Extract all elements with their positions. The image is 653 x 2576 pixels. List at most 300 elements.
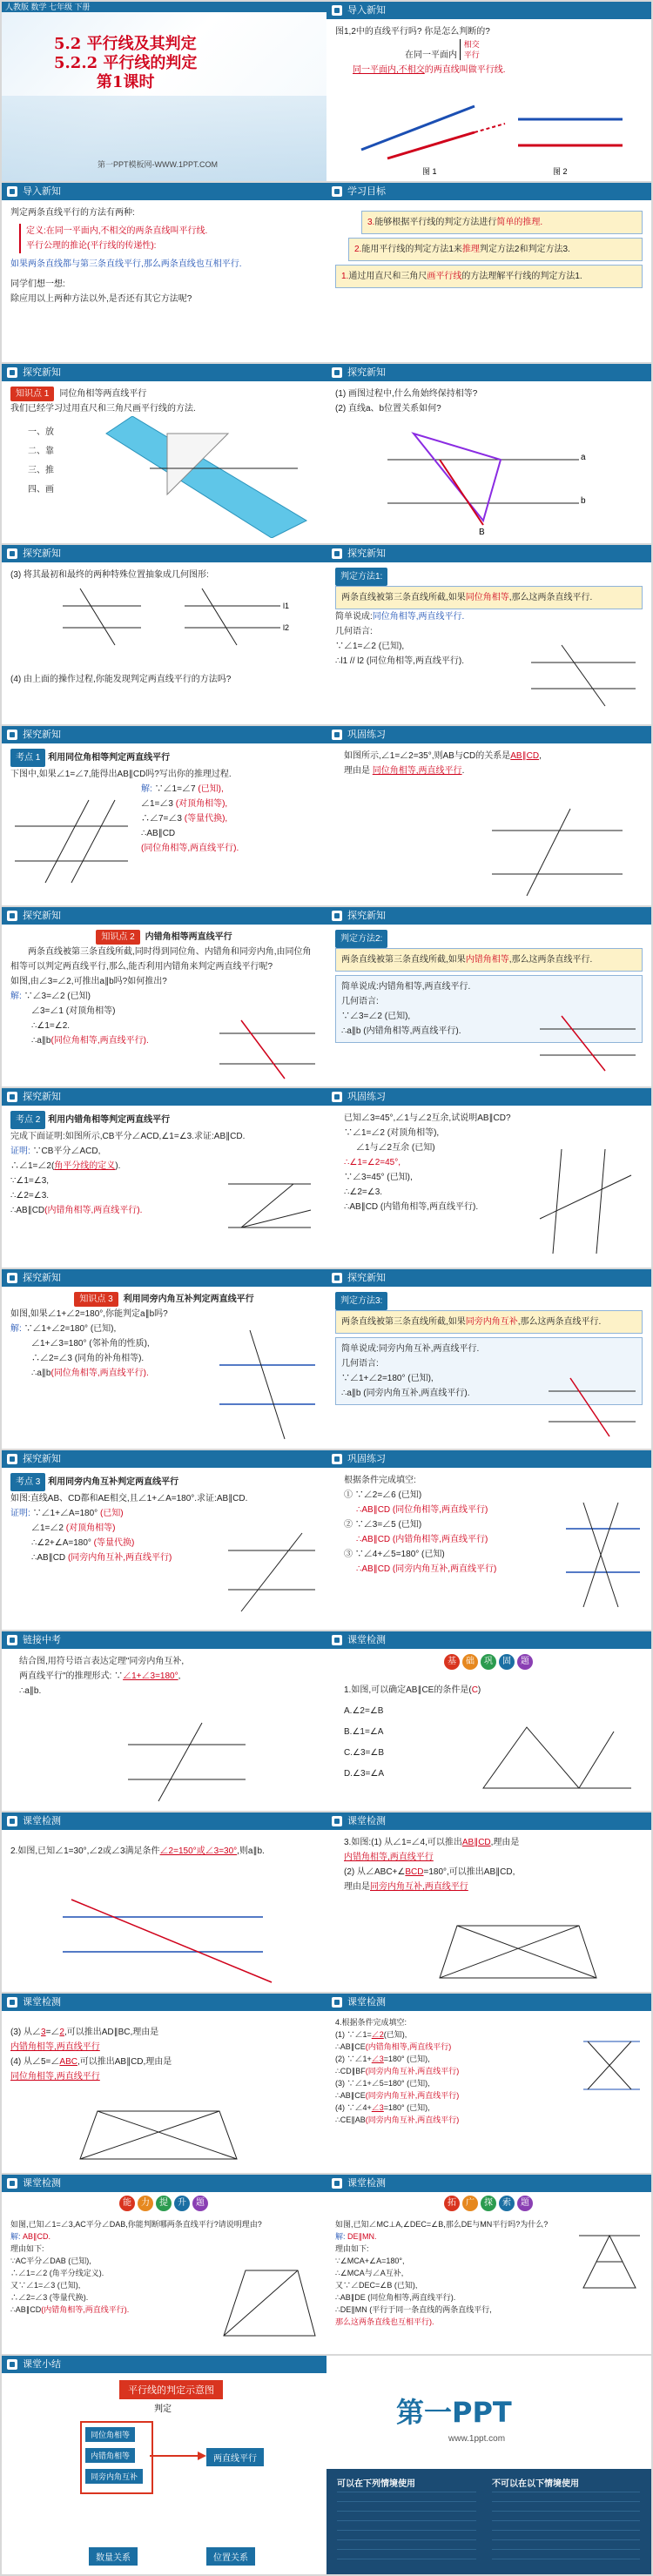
usage-list-left <box>337 2492 476 2566</box>
short-text: 简单说成:同旁内角互补,两直线平行. <box>341 1344 480 1354</box>
reason: (对顶角相等) <box>65 1523 116 1533</box>
method-label: 判定方法2: <box>335 930 387 948</box>
question: 如图:直线AB、CD都和AE相交,且∠1+∠A=180°.求证:AB∥CD. <box>10 1494 248 1503</box>
option-d[interactable]: D.∠3=∠A <box>344 1769 385 1779</box>
ruler-triangle-figure <box>98 416 315 538</box>
slide-9-figure <box>10 796 132 891</box>
step: ∴AB∥CD <box>10 1206 45 1215</box>
method-box <box>335 948 643 972</box>
slide-13[interactable] <box>2 1088 326 1268</box>
reason: (内错角相等,两直线平行). <box>44 1206 143 1215</box>
badge: 题 <box>192 2196 208 2211</box>
slide-21[interactable] <box>2 1813 326 1992</box>
step: ∵∠1=∠3, <box>10 1176 50 1186</box>
step: ∵∠3=∠2 (已知) <box>24 992 91 1001</box>
slide-26-figure <box>575 2218 644 2297</box>
reason-answer: 同位角相等,两直线平行 <box>372 766 462 776</box>
step: 理由如下: <box>10 2244 44 2253</box>
question: 根据条件完成填空: <box>344 1476 416 1485</box>
slide-19[interactable] <box>2 1631 326 1811</box>
option-a[interactable]: A.∠2=∠B <box>344 1706 384 1716</box>
goal-1 <box>335 265 643 288</box>
reason: (同旁内角互补,两直线平行) <box>67 1553 172 1563</box>
level-badges <box>444 2196 533 2211</box>
answer: 3 <box>41 2028 46 2037</box>
reason-label: ,理由是 <box>490 1838 520 1847</box>
step: ∴CE∥AB <box>335 2115 366 2124</box>
reason-answer: 同位角相等,两直线平行 <box>10 2072 100 2082</box>
method-box <box>335 1310 643 1334</box>
reason: (已知), <box>198 784 224 794</box>
exam-title: 利用内错角相等判定两直线平行 <box>48 1115 171 1125</box>
title-line-1: 5.2 平行线及其判定 <box>54 35 197 53</box>
step: ② ∵∠3=∠5 (已知) <box>344 1520 422 1530</box>
condition-2: 内错角相等 <box>85 2448 135 2463</box>
question: 1.如图,可以确定AB∥CE的条件是( <box>344 1685 472 1695</box>
slide-header: 链接中考 <box>2 1631 326 1649</box>
slide-9[interactable] <box>2 726 326 905</box>
figure-2-label: 图 2 <box>553 167 568 176</box>
step-item: 三、推 <box>28 466 54 475</box>
proof-label: 证明: <box>10 1147 30 1156</box>
period: . <box>461 766 465 776</box>
step: ∵∠1=∠7 <box>154 784 196 794</box>
question-2-end: =180°,可以推出AB∥CD, <box>423 1867 515 1877</box>
slide-header: 探究新知 <box>326 545 651 562</box>
step: (2) ∵∠1+ <box>335 2055 372 2063</box>
knowledge-tag: 知识点 1 <box>10 387 54 401</box>
knowledge-tag: 知识点 2 <box>96 930 139 945</box>
slide-10[interactable] <box>326 726 651 905</box>
short-label: 简单说成: <box>335 612 373 622</box>
label-b: b <box>581 496 586 506</box>
step-item: 二、靠 <box>28 447 54 456</box>
slide-15-figure <box>211 1322 320 1443</box>
answer: 2 <box>59 2028 64 2037</box>
badge: 固 <box>499 1654 515 1670</box>
usage-not-allowed: 不可以在以下情境使用 <box>492 2479 579 2489</box>
step: ③ ∵∠4+∠5=180° (已知) <box>344 1550 445 1559</box>
highlight: 画平行线 <box>427 272 462 281</box>
geo-line-2: ∴a∥b (同旁内角互补,两直线平行). <box>341 1389 470 1398</box>
answer-label: 解: <box>10 2232 21 2241</box>
paragraph: 两条直线被第三条直线所截,同时得到同位角、内错角和同旁内角,由同位角相等可以判定两直线平行,那么,能否利用内错角来判定两直线平行呢? <box>10 947 312 972</box>
slide-21-figure <box>54 1891 280 1987</box>
slide-5[interactable] <box>2 364 326 543</box>
think-prompt: 同学们想一想: <box>10 279 65 289</box>
badge: 索 <box>499 2196 515 2211</box>
question-4: (4) 由上面的操作过程,你能发现判定两直线平行的方法吗? <box>10 675 232 684</box>
answer: AB∥CD <box>461 1838 491 1847</box>
slide-24-figure <box>579 2028 644 2107</box>
step: ∠1=∠3 <box>141 799 173 809</box>
highlight: 内错角相等 <box>465 955 509 965</box>
step: ∴∠2=∠3 (同角的补角相等). <box>31 1354 145 1363</box>
badge: 探 <box>481 2196 496 2211</box>
exam-title: 利用同旁内角互补判定两直线平行 <box>48 1477 179 1487</box>
slide-27[interactable] <box>2 2356 326 2574</box>
footer-right: 位置关系 <box>206 2547 255 2566</box>
answer-label: 解: <box>10 992 22 1001</box>
usage-allowed: 可以在下列情境使用 <box>337 2479 415 2489</box>
reason: (内错角相等,两直线平行). <box>41 2305 130 2314</box>
answer-label: 解: <box>141 784 152 794</box>
slide-header: 导入新知 <box>2 183 326 200</box>
step: ∠1+∠3=180° (邻补角的性质), <box>31 1339 150 1349</box>
text: 两条直线被第三条直线所截,如果 <box>341 593 466 602</box>
step: ∠1=∠2 <box>31 1523 64 1533</box>
question: 如图,已知∠1=∠3,AC平分∠DAB,你能判断哪两条直线平行?请说明理由? <box>10 2220 262 2229</box>
slide-header: 课堂检测 <box>326 1631 651 1649</box>
badge: 巩 <box>481 1654 496 1670</box>
geo-line-1: ∵∠1+∠2=180° (已知), <box>341 1374 434 1383</box>
highlight: 同旁内角互补 <box>465 1317 518 1327</box>
slide-11[interactable] <box>2 907 326 1086</box>
condition-1: 同位角相等 <box>85 2427 135 2442</box>
slide-17[interactable] <box>2 1450 326 1630</box>
step: (3) ∵∠1+∠5=180° (已知), <box>335 2079 430 2088</box>
step: (4) ∵∠4+ <box>335 2103 372 2112</box>
logo-url: www.1ppt.com <box>448 2434 506 2444</box>
slide-2[interactable] <box>326 2 651 181</box>
text: 通过用直尺和三角尺 <box>348 272 427 281</box>
answer: ∴AB∥CD (同位角相等,两直线平行) <box>356 1505 488 1515</box>
condition-3: 同旁内角互补 <box>85 2469 143 2484</box>
badge: 题 <box>517 1654 533 1670</box>
axiom-text: 如果两条直线都与第三条直线平行,那么两条直线也互相平行. <box>10 259 242 269</box>
step: ∠3=∠1 (对顶角相等) <box>31 1006 116 1016</box>
slide-header: 巩固练习 <box>326 1450 651 1468</box>
short-text: 简单说成:内错角相等,两直线平行. <box>341 982 471 992</box>
slide-4[interactable] <box>326 183 651 362</box>
slide-6[interactable] <box>326 364 651 543</box>
text: 两条直线被第三条直线所截,如果 <box>341 1317 466 1327</box>
reason: (已知) <box>99 1509 124 1518</box>
slide-12-figure <box>535 1012 640 1073</box>
geo-label: 几何语言: <box>335 627 373 636</box>
text: 两条直线被第三条直线所截,如果 <box>341 955 466 965</box>
question: 如图所示,∠1=∠2=35°,则AB与CD的关系是 <box>344 751 511 761</box>
question-1: 3.如图:(1) 从∠1=∠4,可以推出 <box>344 1838 462 1847</box>
slide-22-figure <box>431 1917 605 1987</box>
exam-tag: 考点 1 <box>10 749 45 767</box>
watermark: 第一PPT模板网-WWW.1PPT.COM <box>98 160 218 169</box>
reason-answer: 同旁内角互补,两直线平行 <box>370 1882 468 1892</box>
num: 2. <box>354 245 362 254</box>
step: (1) ∵∠1= <box>335 2030 372 2039</box>
slide-1-title[interactable] <box>2 2 326 181</box>
text: ,那么这两条直线平行. <box>508 955 593 965</box>
usage-list-right <box>492 2492 640 2566</box>
slide-header: 探究新知 <box>2 726 326 743</box>
slide-20[interactable] <box>326 1631 651 1811</box>
slide-20-figure <box>475 1718 640 1797</box>
badge: 提 <box>156 2196 172 2211</box>
logo-text: 第一PPT <box>396 2396 512 2429</box>
exam-title: 利用同位角相等判定两直线平行 <box>48 753 171 763</box>
option-b[interactable]: B.∠1=∠A <box>344 1727 384 1737</box>
step: ∴∠1=∠2. <box>31 1021 71 1031</box>
question-line-2: 两直线平行"的推理形式: ∵ <box>19 1671 124 1681</box>
step: ∴AB∥CD <box>10 2305 42 2314</box>
question-2: (2) 直线a、b位置关系如何? <box>335 404 441 414</box>
geo-line-1: ∵∠3=∠2 (已知), <box>341 1012 411 1021</box>
slide-8-figure <box>527 641 640 710</box>
method-label: 判定方法1: <box>335 568 387 586</box>
lesson-title <box>54 35 197 92</box>
step: ∴∠1=∠2=45°, <box>344 1158 401 1167</box>
step: ∴∠2=∠3. <box>10 1191 50 1201</box>
intro: 我们已经学习过用直尺和三角尺画平行线的方法. <box>10 404 196 414</box>
exam-tag: 考点 2 <box>10 1111 45 1129</box>
text: 的方法理解平行线的判定方法1. <box>461 272 582 281</box>
slide-8[interactable] <box>326 545 651 724</box>
reason: (内错角相等,两直线平行) <box>365 2042 452 2051</box>
slide-header: 课堂检测 <box>2 1813 326 1830</box>
answer: ABC <box>59 2057 77 2067</box>
short-text: 同位角相等,两直线平行. <box>372 612 465 622</box>
slide-header: 探究新知 <box>2 1088 326 1106</box>
badge: 能 <box>119 2196 135 2211</box>
slide-header: 探究新知 <box>326 1269 651 1287</box>
proof-label: 证明: <box>10 1509 30 1518</box>
comma: , <box>539 751 542 761</box>
geo-line-2: ∴a∥b (内错角相等,两直线平行). <box>341 1026 461 1036</box>
text: ,可以推出AD∥BC,理由是 <box>64 2028 159 2037</box>
reason-label: 理由是 <box>344 1882 370 1892</box>
reason-answer: 角平分线的定义 <box>54 1161 116 1171</box>
axiom-label: 平行公理的推论(平行线的传递性): <box>26 241 157 251</box>
think-question: 除应用以上两种方法以外,是否还有其它方法呢? <box>10 294 192 304</box>
step: ∴AB∥CD <box>141 829 176 838</box>
slide-13-figure <box>224 1158 320 1254</box>
title-line-2: 5.2.2 平行线的判定 <box>54 54 198 72</box>
slide-header: 探究新知 <box>326 364 651 381</box>
step: ∴∠2=∠3 (等量代换). <box>10 2293 89 2302</box>
slide-19-figure <box>124 1718 254 1806</box>
slide-23[interactable] <box>2 1994 326 2173</box>
answer: ∴AB∥CD (内错角相等,两直线平行) <box>356 1535 488 1544</box>
reason-answer: 内错角相等,两直线平行 <box>10 2042 100 2052</box>
title-line-3: 第1课时 <box>96 73 155 91</box>
step: ∴∠MCA与∠A互补, <box>335 2269 404 2277</box>
slide-12[interactable] <box>326 907 651 1086</box>
text: =180° (已知), <box>383 2103 430 2112</box>
method-label: 判定方法3: <box>335 1292 387 1310</box>
figure-lines <box>344 98 640 176</box>
text: =∠ <box>45 2028 60 2037</box>
slide-15[interactable] <box>2 1269 326 1449</box>
step: 又∵∠1=∠3 (已知), <box>10 2281 81 2290</box>
reason: (同位角相等,两直线平行). <box>50 1369 149 1378</box>
highlight: 推理 <box>461 245 480 254</box>
slide-16[interactable] <box>326 1269 651 1449</box>
text: 能用平行线的判定方法1来 <box>361 245 462 254</box>
reason: (等量代换), <box>184 814 228 824</box>
label-l1: l1 <box>283 602 290 610</box>
slide-header: 课堂检测 <box>326 1813 651 1830</box>
answer: BCD <box>405 1867 424 1877</box>
step: ∴AB∥DE (同位角相等,两直线平行). <box>335 2293 456 2302</box>
badge: 力 <box>138 2196 153 2211</box>
slide-header: 课堂检测 <box>2 1994 326 2011</box>
answer: ∴AB∥CD (同旁内角互补,两直线平行) <box>356 1564 497 1574</box>
definition-end: 的两直线叫做平行线. <box>424 65 506 75</box>
answer: ∠2=150°或∠3=30° <box>159 1846 238 1856</box>
level-badges <box>119 2196 208 2211</box>
reason: (同位角相等,两直线平行). <box>50 1036 149 1046</box>
text: ,那么这两条直线平行. <box>517 1317 602 1327</box>
comma: , <box>178 1671 181 1681</box>
slide-7[interactable] <box>2 545 326 724</box>
slide-23-figure <box>71 2102 246 2168</box>
text: (已知), <box>383 2030 407 2039</box>
goal-2 <box>348 238 643 261</box>
text: ,那么这两条直线平行. <box>508 593 593 602</box>
slide-18-figure <box>557 1485 644 1616</box>
num: 3. <box>367 218 375 227</box>
slide-header: 探究新知 <box>2 545 326 562</box>
label: 在同一平面内 <box>405 50 457 60</box>
word-intersect: 相交 <box>463 40 480 49</box>
question: 4.根据条件完成填空: <box>335 2018 407 2027</box>
slide-14-figure <box>535 1140 640 1262</box>
goal-3 <box>361 211 643 234</box>
result-box: 两直线平行 <box>206 2448 264 2466</box>
slide-10-figure <box>483 804 631 900</box>
slide-3[interactable] <box>2 183 326 362</box>
badge: 基 <box>444 1654 460 1670</box>
slide-header: 导入新知 <box>326 2 651 19</box>
reason-label: 理由是 <box>344 766 370 776</box>
question: 如图,已知∠MC⊥A,∠DEC=∠B,那么DE与MN平行吗?为什么? <box>335 2220 549 2229</box>
step: ① ∵∠2=∠6 (已知) <box>344 1490 422 1500</box>
def-label: 定义: <box>26 226 46 236</box>
reason: (同旁内角互补,两直线平行) <box>365 2067 460 2075</box>
step: ∴a∥b <box>31 1036 51 1046</box>
slide-14[interactable] <box>326 1088 651 1268</box>
step: ∠1与∠2互余 (已知) <box>356 1143 435 1153</box>
slide-16-figure <box>544 1374 640 1439</box>
answer-label: 解: <box>10 1324 22 1334</box>
answer: ∠3 <box>371 2055 384 2063</box>
slide-header: 探究新知 <box>2 1450 326 1468</box>
step: ∴∠2=∠3. <box>344 1187 383 1197</box>
answer: AB∥CD. <box>23 2232 51 2241</box>
step: ∴∠1=∠2 (角平分线定义). <box>10 2269 104 2277</box>
reason: (对顶角相等), <box>175 799 228 809</box>
step: ∵∠1+∠2=180° (已知), <box>24 1324 117 1334</box>
slide-26[interactable] <box>326 2175 651 2354</box>
slide-17-figure <box>224 1529 320 1616</box>
reason: (等量代换) <box>93 1538 135 1548</box>
question: 图1,2中的直线平行吗? 你是怎么判断的? <box>335 27 490 37</box>
text: 判定方法2和判定方法3. <box>479 245 570 254</box>
slide-header: 巩固练习 <box>326 726 651 743</box>
knowledge-title: 同位角相等两直线平行 <box>59 389 147 399</box>
summary-title: 平行线的判定示意图 <box>119 2380 223 2399</box>
step: ∴a∥b <box>31 1369 51 1378</box>
question-1: (1) 画图过程中,什么角始终保持相等? <box>335 389 478 399</box>
question: 如图,由∠3=∠2,可推出a∥b吗?如何推出? <box>10 977 167 986</box>
slide-25[interactable] <box>2 2175 326 2354</box>
question: 2.如图,已知∠1=30°,∠2或∠3满足条件 <box>10 1846 160 1856</box>
geo-label: 几何语言: <box>341 997 379 1006</box>
slide-header: 课堂检测 <box>326 1994 651 2011</box>
step: ∵AC平分∠DAB (已知), <box>10 2257 91 2265</box>
step: 又∵∠DEC=∠B (已知), <box>335 2281 418 2290</box>
label-B: B <box>479 528 485 537</box>
geo-line-2: ∴l1 // l2 (同位角相等,两直线平行). <box>335 656 465 666</box>
highlight: 简单的推理. <box>496 218 543 227</box>
figure-1-label: 图 1 <box>422 167 437 176</box>
footer-left: 数量关系 <box>89 2547 138 2566</box>
reason: (同位角相等,两直线平行). <box>141 844 239 853</box>
slide-header: 课堂检测 <box>326 2175 651 2192</box>
slide-24[interactable] <box>326 1994 651 2173</box>
question: 完成下面证明:如图所示,CB平分∠ACD,∠1=∠3.求证:AB∥CD. <box>10 1132 246 1141</box>
step: ∵CB平分∠ACD, <box>32 1147 101 1156</box>
slide-11-figure <box>215 1016 320 1081</box>
option-c[interactable]: C.∠3=∠B <box>344 1748 385 1758</box>
conclusion: ∴a∥b. <box>19 1686 42 1696</box>
slide-header: 学习目标 <box>326 183 651 200</box>
label-a: a <box>581 453 586 462</box>
blank-answer: 同一平面内,不相交 <box>353 65 425 75</box>
knowledge-title: 内错角相等两直线平行 <box>145 932 232 942</box>
level-badges <box>444 1654 533 1670</box>
reason: (同旁内角互补,两直线平行) <box>365 2091 460 2100</box>
question-4: (4) 从∠5=∠ <box>10 2057 60 2067</box>
step-item: 一、放 <box>28 427 54 437</box>
knowledge-title: 利用同旁内角互补判定两直线平行 <box>123 1295 254 1304</box>
step: ∴∠1=∠2( <box>10 1161 55 1171</box>
reason-answer: 内错角相等,两直线平行 <box>344 1853 434 1862</box>
arrow <box>150 2417 211 2469</box>
slide-18[interactable] <box>326 1450 651 1630</box>
badge: 题 <box>517 2196 533 2211</box>
question-2: (2) 从∠ABC+∠ <box>344 1867 406 1877</box>
step: 理由如下: <box>335 2244 369 2253</box>
close: ) <box>477 1685 481 1695</box>
method-box <box>335 586 643 609</box>
slide-header: 探究新知 <box>2 907 326 925</box>
badge: 广 <box>462 2196 478 2211</box>
reason: 那么这两条直线也互相平行). <box>335 2317 434 2326</box>
slide-header: 探究新知 <box>2 1269 326 1287</box>
badge: 升 <box>174 2196 190 2211</box>
highlight: 同位角相等 <box>465 593 509 602</box>
slide-header: 探究新知 <box>2 364 326 381</box>
text: 能够根据平行线的判定方法进行 <box>374 218 497 227</box>
slide-header: 课堂小结 <box>2 2356 326 2373</box>
knowledge-tag: 知识点 3 <box>74 1292 118 1307</box>
step: ∵∠MCA+∠A=180°, <box>335 2257 405 2265</box>
slide-28[interactable] <box>326 2356 651 2574</box>
geo-line-1: ∵∠1=∠2 (已知), <box>335 642 405 651</box>
book-tag: 人教版 数学 七年级 下册 <box>5 3 91 11</box>
num: 1. <box>341 272 349 281</box>
question: 下图中,如果∠1=∠7,能得出AB∥CD吗?写出你的推理过程. <box>10 770 232 779</box>
text: ,可以推出AB∥CD,理由是 <box>77 2057 172 2067</box>
slide-22[interactable] <box>326 1813 651 1992</box>
answer: ∠3 <box>371 2103 384 2112</box>
step: ∴CD∥BF <box>335 2067 366 2075</box>
step: ∴DE∥MN (平行于同一条直线的两条直线平行, <box>335 2305 492 2314</box>
answer: ∠1+∠3=180° <box>123 1671 178 1681</box>
question-3: (3) 从∠ <box>10 2028 41 2037</box>
slide-header: 课堂检测 <box>2 2175 326 2192</box>
